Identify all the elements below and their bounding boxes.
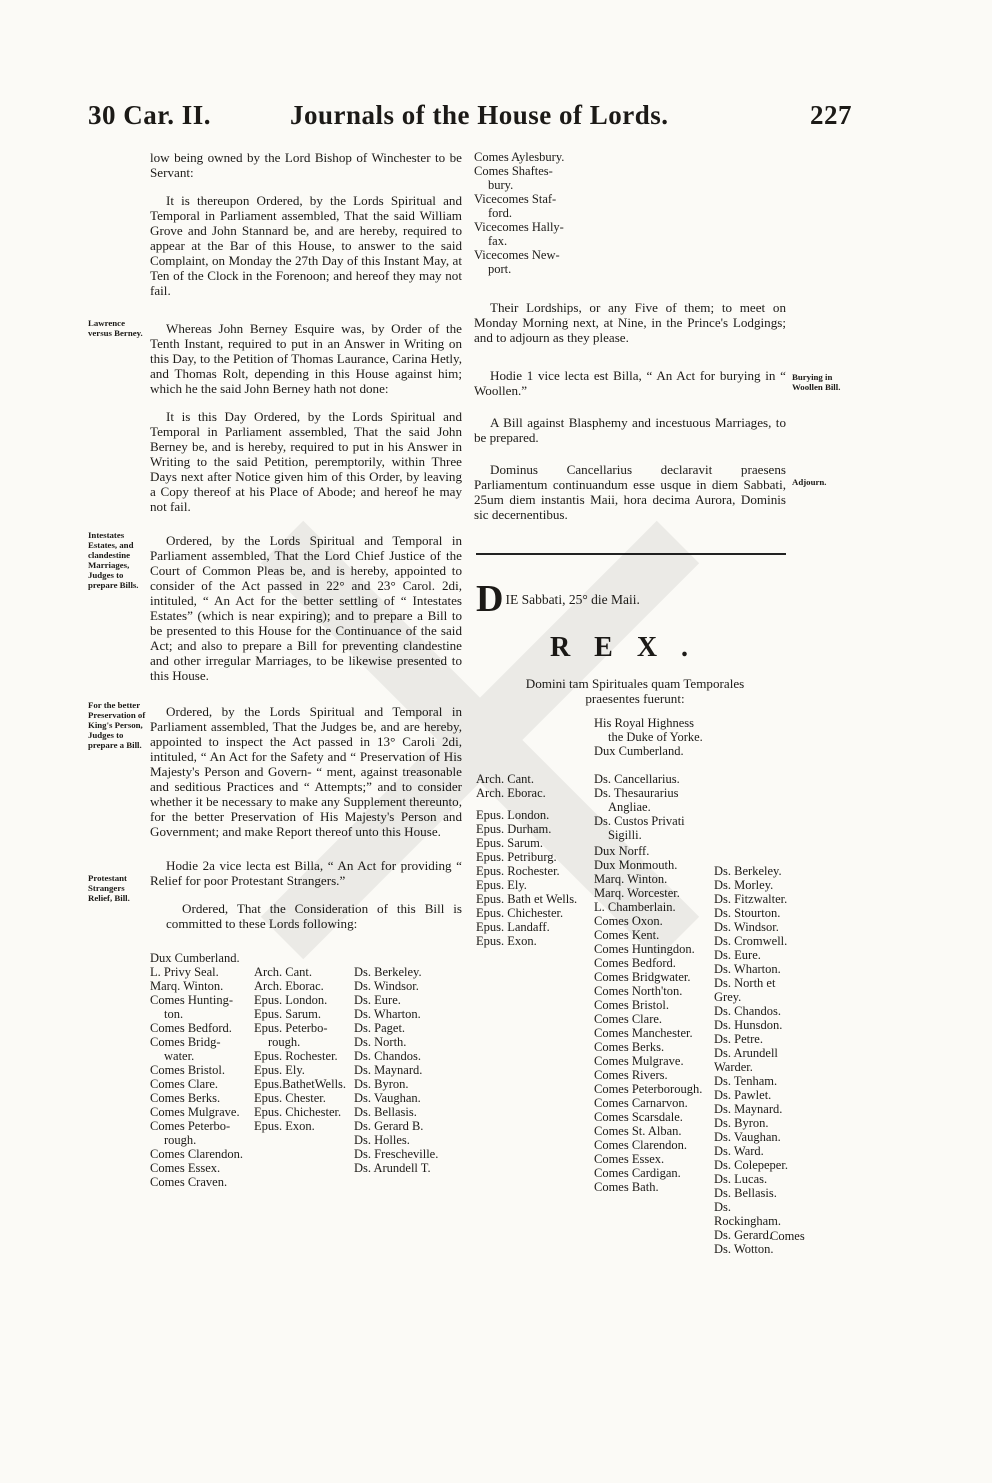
list-item: Ds. Ward. <box>714 1144 764 1158</box>
barons-list <box>714 864 794 1256</box>
list-item: Epus. London. <box>476 808 550 822</box>
list-item: Ds. Wotton. <box>714 1242 774 1256</box>
bishops-list <box>476 808 591 948</box>
list-item: Dux Monmouth. <box>594 858 678 872</box>
list-item: Ds. Maynard. <box>354 1063 423 1077</box>
list-item: port. <box>488 262 512 276</box>
list-item: Ds. Fitzwalter. <box>714 892 788 906</box>
list-item: Comes Bath. <box>594 1180 659 1194</box>
list-item: fax. <box>488 234 508 248</box>
list-item: Ds. Berkeley. <box>714 864 782 878</box>
list-item: L. Privy Seal. <box>150 965 219 979</box>
list-item: Ds. Pawlet. <box>714 1088 772 1102</box>
list-item: Comes Kent. <box>594 928 660 942</box>
paragraph: Whereas John Berney Esquire was, by Order of the Tenth Instant, required to put in an Answer in Writing on this Day, to the Petition of Thomas Laurance, Carina Hetly, and Thomas Rolt, depending in this House against him; which he the said John Berney hath not done: <box>150 321 462 396</box>
list-item: the Duke of Yorke. <box>608 730 703 744</box>
list-item: ton. <box>164 1007 184 1021</box>
peers-list <box>594 844 714 1194</box>
paragraph: Dominus Cancellarius declaravit praesens Parliamentum continuandum esse usque in diem Sabbati, 25um diem instantis Maii, hora decima Aurora, Dominis sic decernentibus. <box>474 462 786 522</box>
list-item: Comes Berks. <box>150 1091 221 1105</box>
date-line <box>476 578 786 620</box>
list-item: Ds. Wharton. <box>714 962 781 976</box>
list-item: Ds. Gerard B. <box>354 1119 424 1133</box>
list-item: Vicecomes New- <box>474 248 560 262</box>
list-item: Ds. Maynard. <box>714 1102 783 1116</box>
list-item: Epus. Sarum. <box>476 836 544 850</box>
list-item: Comes St. Alban. <box>594 1124 682 1138</box>
list-item: Sigilli. <box>608 828 642 842</box>
royal-list <box>594 716 774 758</box>
list-item: Ds. Gerard. <box>714 1228 772 1242</box>
list-item: Arch. Cant. <box>254 965 312 979</box>
list-item: Ds. Berkeley. <box>354 965 422 979</box>
list-item: bury. <box>488 178 514 192</box>
list-item: Comes Bristol. <box>150 1063 226 1077</box>
margin-note-protestant: Protestant Strangers Relief, Bill. <box>88 873 130 903</box>
list-item: Epus. Ely. <box>254 1063 305 1077</box>
list-item: Comes Oxon. <box>594 914 663 928</box>
list-item: Ds. North. <box>354 1035 407 1049</box>
officers-list <box>594 772 724 842</box>
list-item: Ds. Chandos. <box>354 1049 422 1063</box>
list-item: Ds. Colepeper. <box>714 1158 788 1172</box>
margin-note-lawrence: Lawrence versus Berney. <box>88 318 143 338</box>
list-item: Epus. Ely. <box>476 878 527 892</box>
paragraph: Ordered, by the Lords Spiritual and Temporal in Parliament assembled, That the Judges be, and are hereby, appointed to inspect the Act passed in 13° Caroli 2di, intituled, “ An Act for the Safety and “ Preservation of His Majesty's Person and Govern- “ ment, against treasonable and seditious Practices and “ Attempts;” and to consider whether it be necessary to make any Supplement thereunto, for the better Preservation of His Majesty's Person and Government; and make Report thereof unto this House. <box>150 704 462 839</box>
list-item: Arch. Eborac. <box>476 786 546 800</box>
list-item: Ds. Vaughan. <box>714 1130 781 1144</box>
list-item: Comes Bridgwater. <box>594 970 691 984</box>
committee-list-1 <box>150 951 252 1189</box>
list-item: Ds. Tenham. <box>714 1074 778 1088</box>
paragraph: A Bill against Blasphemy and incestuous Marriages, to be prepared. <box>474 415 786 445</box>
list-item: Ds. Frescheville. <box>354 1147 439 1161</box>
list-item: Comes Bridg- <box>150 1035 221 1049</box>
list-item: Ds. Arundell T. <box>354 1161 431 1175</box>
date-text: IE Sabbati, 25° die Maii. <box>505 592 640 607</box>
list-item: Epus. Durham. <box>476 822 552 836</box>
margin-note-adjourn: Adjourn. <box>792 477 827 487</box>
list-item: Ds. Cromwell. <box>714 934 788 948</box>
list-item: Comes Hunting- <box>150 993 233 1007</box>
list-item: Comes Clare. <box>594 1012 663 1026</box>
paragraph: It is this Day Ordered, by the Lords Spiritual and Temporal in Parliament assembled, That the said John Berney be, and is hereby, required to put in his Answer in Writing to the said Petition, peremptorily, within Three Days next after Notice given him of this Order, by leaving a Copy thereof at his Place of Abode; and hereof he may not fail. <box>150 409 462 514</box>
list-item: Ds. Eure. <box>714 948 761 962</box>
list-item: Angliae. <box>608 800 651 814</box>
list-item: Dux Cumberland. <box>150 951 240 965</box>
list-item: Comes Clare. <box>150 1077 219 1091</box>
margin-note-intestates: Intestates Estates, and clandestine Marriages, Judges to prepare Bills. <box>88 530 139 590</box>
list-item: Arch. Cant. <box>476 772 534 786</box>
list-item: Comes Mulgrave. <box>594 1054 684 1068</box>
list-item: Comes Essex. <box>594 1152 665 1166</box>
list-item: Epus.BathetWells. <box>254 1077 347 1091</box>
list-item: Epus. Exon. <box>254 1119 315 1133</box>
list-item: Ds. Wharton. <box>354 1007 421 1021</box>
committee-list-continued <box>474 150 574 276</box>
list-item: Comes Rivers. <box>594 1068 668 1082</box>
list-item: Epus. Landaff. <box>476 920 550 934</box>
list-item: Ds. Bellasis. <box>354 1105 417 1119</box>
present-line <box>510 676 760 719</box>
list-item: Comes Shaftes- <box>474 164 553 178</box>
list-item: Ds. Hunsdon. <box>714 1018 783 1032</box>
list-item: Epus. Rochester. <box>476 864 560 878</box>
running-head-left: 30 Car. II. <box>88 100 212 130</box>
list-item: Ds. Windsor. <box>354 979 419 993</box>
rex-heading: REX. <box>549 632 713 663</box>
list-item: Comes Aylesbury. <box>474 150 565 164</box>
list-item: Epus. Chichester. <box>254 1105 342 1119</box>
list-item: Epus. Petriburg. <box>476 850 557 864</box>
list-item: Comes Craven. <box>150 1175 228 1189</box>
list-item: Comes Scarsdale. <box>594 1110 683 1124</box>
list-item: Ds. Arundell Warder. <box>714 1046 778 1074</box>
paragraph: It is thereupon Ordered, by the Lords Spiritual and Temporal in Parliament assembled, That the said William Grove and John Stannard be, and are hereby, required to appear at the Bar of this House, to answer to the said Complaint, on Monday the 27th Day of this Instant May, at Ten of the Clock in the Forenoon; and hereof they may not fail. <box>150 193 462 298</box>
list-item: Comes Peterbo- <box>150 1119 231 1133</box>
list-item: Epus. Sarum. <box>254 1007 322 1021</box>
committee-list-2 <box>254 965 354 1133</box>
list-item: Ds. Vaughan. <box>354 1091 421 1105</box>
list-item: Marq. Winton. <box>594 872 668 886</box>
list-item: Comes Cardigan. <box>594 1166 681 1180</box>
list-item: ford. <box>488 206 512 220</box>
list-item: Epus. Chester. <box>254 1091 326 1105</box>
committee-list-3 <box>354 965 462 1175</box>
paragraph: Their Lordships, or any Five of them; to meet on Monday Morning next, at Nine, in the Prince's Lodgings; and to adjourn as they please. <box>474 300 786 345</box>
list-item: Epus. Rochester. <box>254 1049 338 1063</box>
margin-note-burying: Burying in Woollen Bill. <box>792 372 841 392</box>
list-item: Arch. Eborac. <box>254 979 324 993</box>
list-item: Comes North'ton. <box>594 984 683 998</box>
list-item: Comes Mulgrave. <box>150 1105 240 1119</box>
list-item: Ds. Lucas. <box>714 1172 768 1186</box>
list-item: Ds. Custos Privati <box>594 814 685 828</box>
list-item: Comes Peterborough. <box>594 1082 703 1096</box>
list-item: Comes Bedford. <box>594 956 676 970</box>
list-item: Comes Bedford. <box>150 1021 232 1035</box>
list-item: Ds. Byron. <box>354 1077 409 1091</box>
paragraph: Hodie 2a vice lecta est Billa, “ An Act for providing “ Relief for poor Protestant Strangers.” <box>150 858 462 888</box>
list-item: Dux Cumberland. <box>594 744 684 758</box>
list-item: Ds. Eure. <box>354 993 401 1007</box>
page-number: 227 <box>810 100 852 130</box>
list-item: Ds. Chandos. <box>714 1004 782 1018</box>
catchword: Comes <box>770 1229 805 1243</box>
list-item: Ds. Petre. <box>714 1032 763 1046</box>
list-item: L. Chamberlain. <box>594 900 676 914</box>
list-item: Ds. Morley. <box>714 878 774 892</box>
list-item: Comes Berks. <box>594 1040 665 1054</box>
paragraph: Ordered, That the Consideration of this Bill is committed to these Lords following: <box>166 901 462 931</box>
list-item: Ds. Cancellarius. <box>594 772 680 786</box>
list-item: Ds. North et Grey. <box>714 976 776 1004</box>
list-item: rough. <box>164 1133 197 1147</box>
list-item: Comes Carnarvon. <box>594 1096 688 1110</box>
paragraph: Domini tam Spirituales quam Temporales praesentes fuerunt: <box>525 676 745 706</box>
list-item: water. <box>164 1049 195 1063</box>
list-item: Ds. Windsor. <box>714 920 779 934</box>
list-item: Comes Manchester. <box>594 1026 693 1040</box>
list-item: Ds. Stourton. <box>714 906 781 920</box>
list-item: Epus. Exon. <box>476 934 537 948</box>
paragraph: Ordered, by the Lords Spiritual and Temporal in Parliament assembled, That the Lord Chief Justice of the Court of Common Pleas be, and is hereby, appointed to consider of the Act passed in 22° and 23° Carol. 2di, intituled, “ An Act for the better settling of “ Intestates Estates” (which is near expiring); and to prepare a Bill to be presented to this House for the Continuance of the said Act; and also to prepare a Bill for preventing clandestine and other irregular Marriages, to be likewise presented to this House. <box>150 533 462 683</box>
list-item: Comes Essex. <box>150 1161 221 1175</box>
list-item: Ds. Paget. <box>354 1021 406 1035</box>
paragraph: low being owned by the Lord Bishop of Winchester to be Servant: <box>150 150 462 180</box>
list-item: Ds. Thesaurarius <box>594 786 679 800</box>
paragraph: Hodie 1 vice lecta est Billa, “ An Act for burying in “ Woollen.” <box>474 368 786 398</box>
list-item: Ds. Holles. <box>354 1133 410 1147</box>
list-item: Marq. Worcester. <box>594 886 680 900</box>
right-column-text <box>474 300 786 535</box>
list-item: Dux Norff. <box>594 844 650 858</box>
list-item: Epus. Peterbo- <box>254 1021 328 1035</box>
running-head-title: Journals of the House of Lords. <box>290 100 669 130</box>
list-item: Comes Clarendon. <box>594 1138 688 1152</box>
archbishops-list <box>476 772 586 800</box>
list-item: Epus. Chichester. <box>476 906 564 920</box>
list-item: Vicecomes Staf- <box>474 192 557 206</box>
list-item: Marq. Winton. <box>150 979 224 993</box>
list-item: rough. <box>268 1035 301 1049</box>
list-item: Ds. Bellasis. <box>714 1186 777 1200</box>
list-item: Ds. Rockingham. <box>714 1200 782 1228</box>
margin-note-kings-person: For the better Preservation of King's Person, Judges to prepare a Bill. <box>88 700 146 750</box>
list-item: Ds. Byron. <box>714 1116 769 1130</box>
left-column <box>150 150 462 944</box>
list-item: Epus. Bath et Wells. <box>476 892 578 906</box>
section-rule <box>476 553 786 555</box>
list-item: Comes Bristol. <box>594 998 670 1012</box>
list-item: Comes Huntingdon. <box>594 942 695 956</box>
list-item: His Royal Highness <box>594 716 694 730</box>
drop-cap: D <box>476 578 504 620</box>
list-item: Comes Clarendon. <box>150 1147 244 1161</box>
list-item: Vicecomes Hally- <box>474 220 564 234</box>
list-item: Epus. London. <box>254 993 328 1007</box>
